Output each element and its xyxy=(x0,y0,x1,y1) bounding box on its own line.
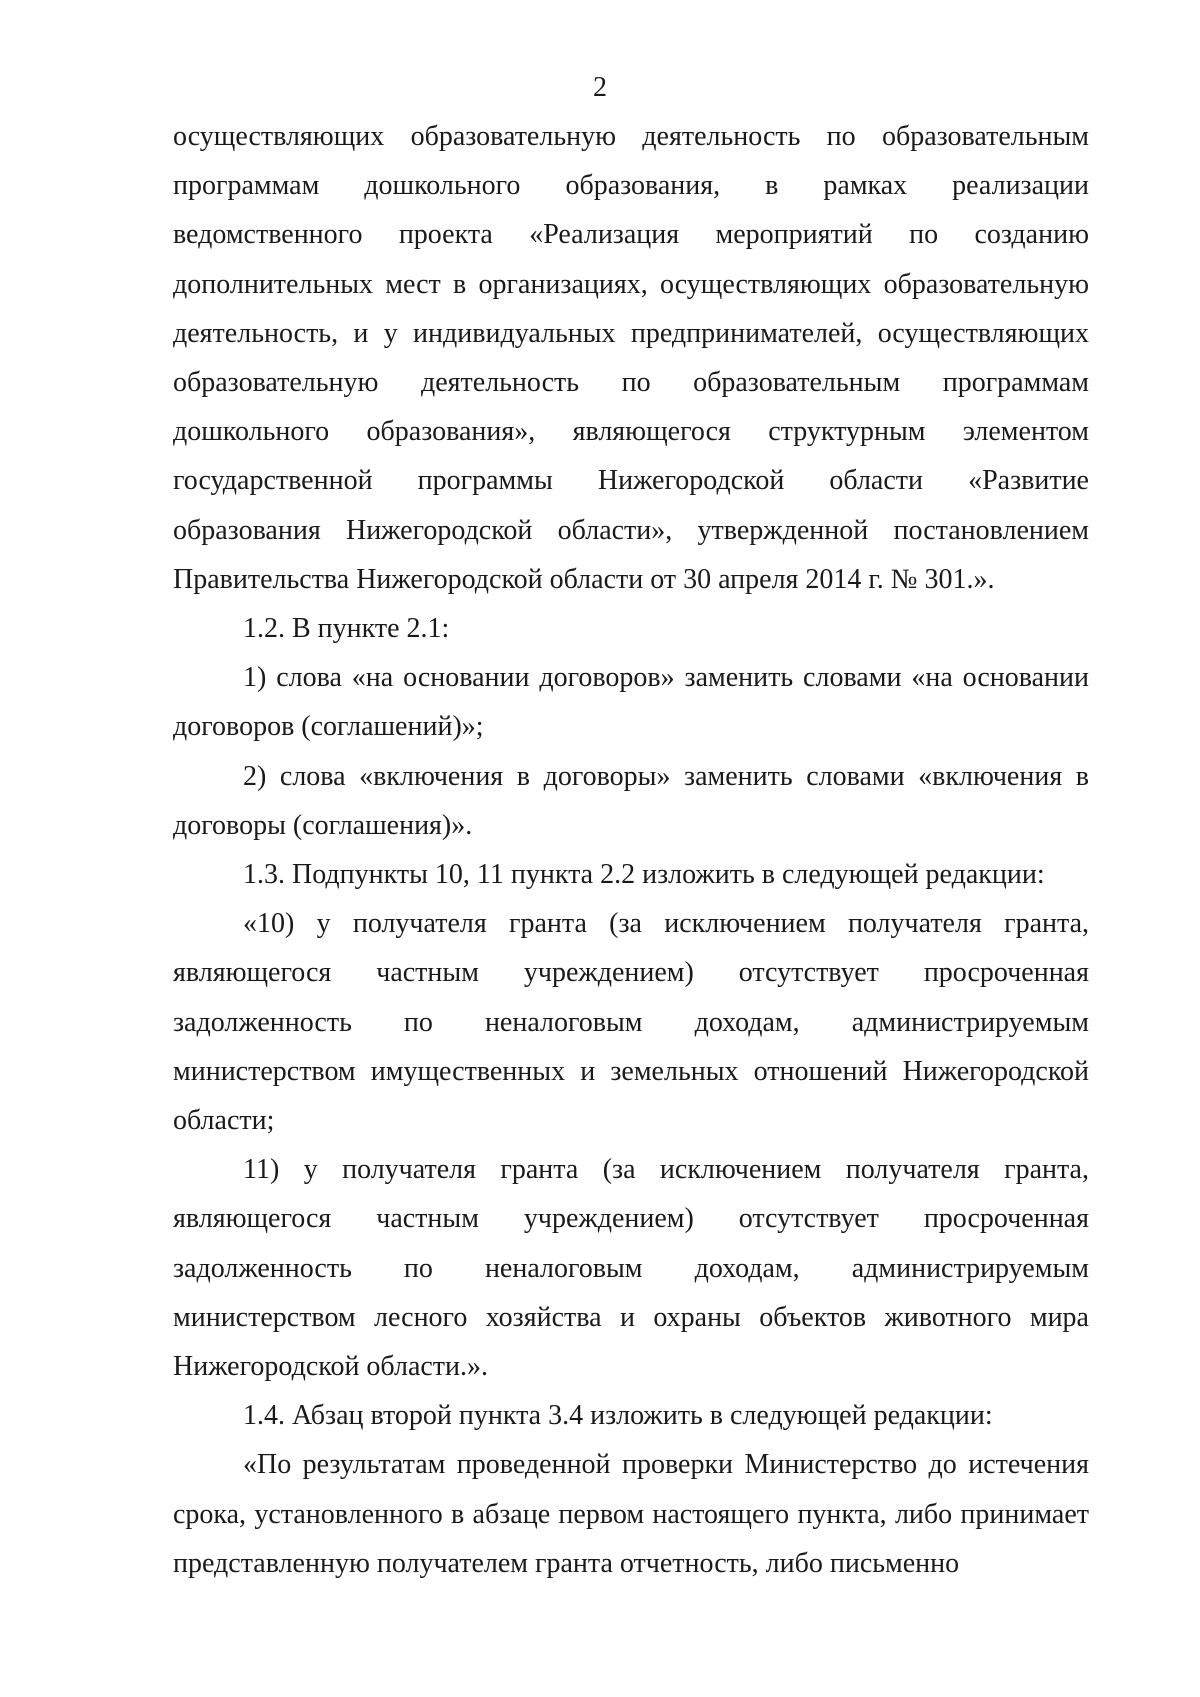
paragraph-subitem-1: 1) слова «на основании договоров» заменить словами «на основании договоров (соглашений)»; xyxy=(173,662,1089,743)
paragraph-item-1-3: 1.3. Подпункты 10, 11 пункта 2.2 изложить в следующей редакции: xyxy=(243,859,1045,891)
paragraph-subitem-10: «10) у получателя гранта (за исключением получателя гранта, являющегося частным учреждением) отсутствует просроченная задолженность по неналоговым доходам, администрируемым министерством имущественных и земельных отношений Нижегородской области; xyxy=(173,908,1089,1137)
paragraph-item-1-2: 1.2. В пункте 2.1: xyxy=(243,613,450,645)
page-number: 2 xyxy=(593,72,607,103)
paragraph-quote-start: «По результатам проведенной проверки Министерство до истечения срока, установленного в абзаце первом настоящего пункта, либо принимает представленную получателем гранта отчетность, либо письменно xyxy=(173,1449,1089,1579)
paragraph-subitem-2: 2) слова «включения в договоры» заменить словами «включения в договоры (соглашения)». xyxy=(173,760,1089,841)
paragraph-continuation: осуществляющих образовательную деятельность по образовательным программам дошкольного образования, в рамках реализации ведомственного проекта «Реализация мероприятий по созданию дополнительных мест в организациях, осуществляющих образовательную деятельность, и у индивидуальных предпринимателей, осуществляющих образовательную деятельность по образовательным программам дошкольного образования», являющегося структурным элементом государственной программы Нижегородской области «Развитие образования Нижегородской области», утвержденной постановлением Правительства Нижегородской области от 30 апреля 2014 г. № 301.». xyxy=(173,121,1089,595)
document-body xyxy=(173,112,1089,1588)
paragraph-subitem-11: 11) у получателя гранта (за исключением получателя гранта, являющегося частным учреждением) отсутствует просроченная задолженность по неналоговым доходам, администрируемым министерством лесного хозяйства и охраны объектов животного мира Нижегородской области.». xyxy=(173,1154,1089,1383)
paragraph-item-1-4: 1.4. Абзац второй пункта 3.4 изложить в следующей редакции: xyxy=(243,1400,993,1432)
